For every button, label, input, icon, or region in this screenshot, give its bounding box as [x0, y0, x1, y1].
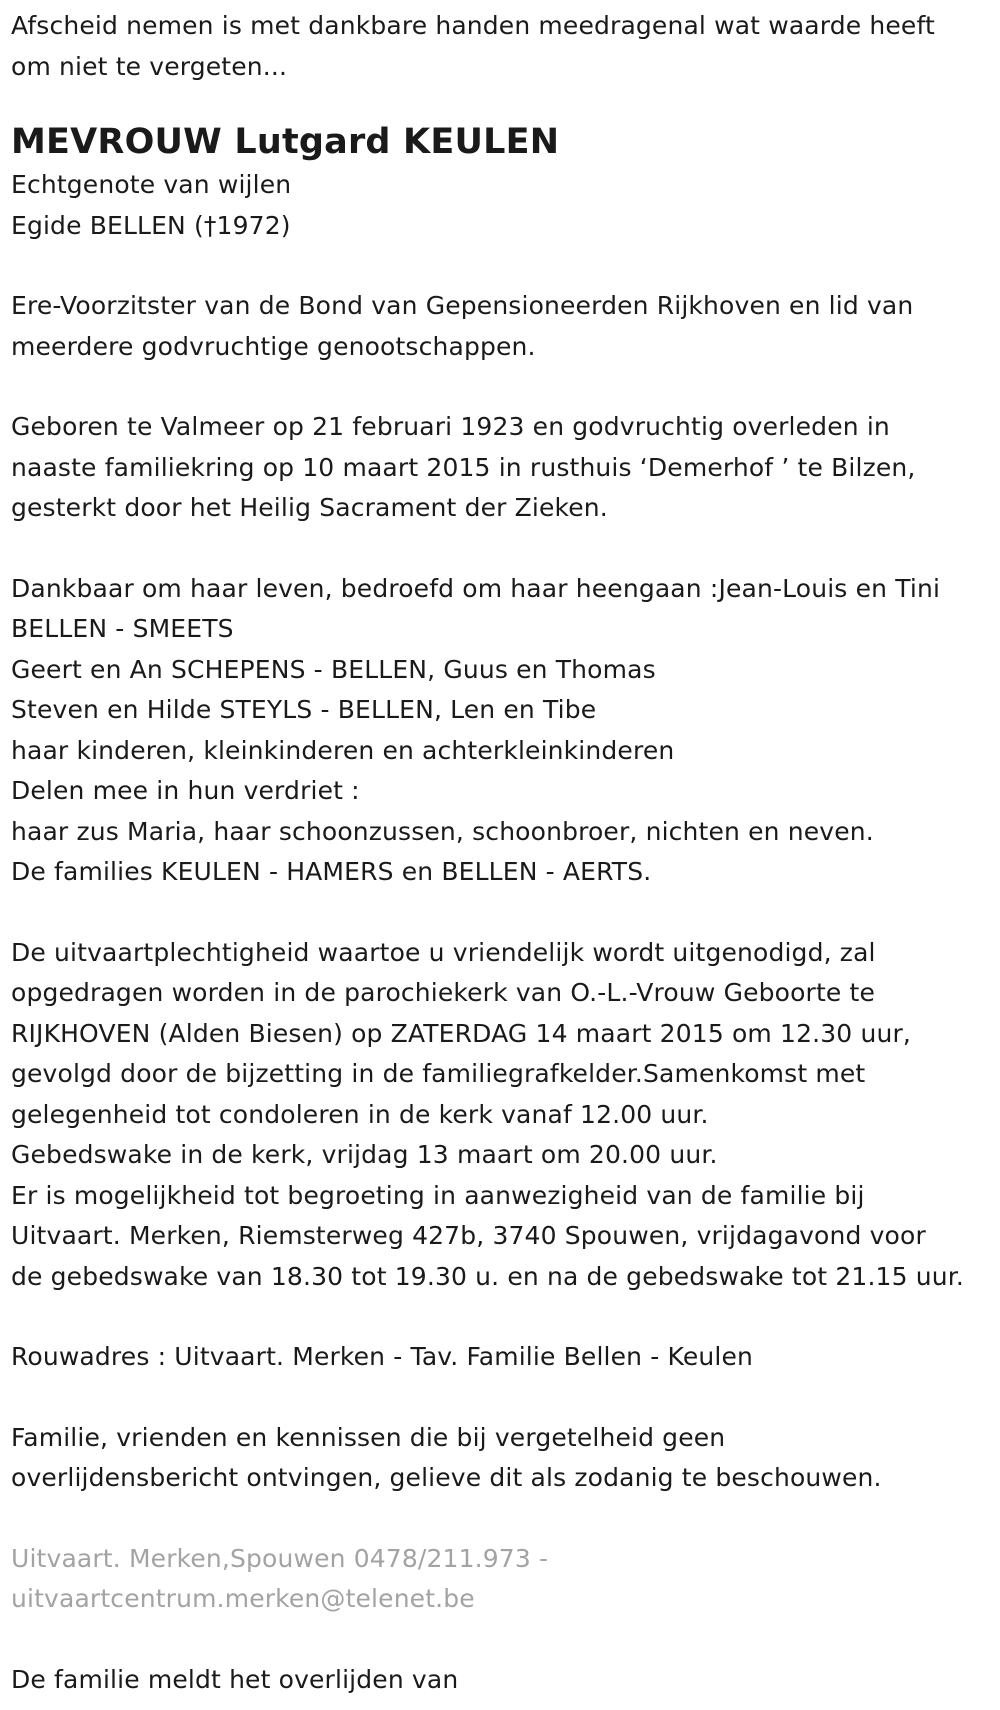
undertaker-email: uitvaartcentrum.merken@telenet.be	[11, 1584, 475, 1613]
closing-text	[11, 1660, 1000, 1701]
funeral-details	[11, 933, 1000, 1298]
undertaker-contact	[11, 1539, 1000, 1620]
deceased-name: MEVROUW Lutgard KEULEN	[11, 122, 560, 162]
birth-death-line-1: Geboren te Valmeer op 21 februari 1923 en godvruchtig overleden in	[11, 412, 890, 441]
opening-line-2: om niet te vergeten...	[11, 51, 288, 81]
mourning-address-line: Rouwadres : Uitvaart. Merken - Tav. Familie Bellen - Keulen	[11, 1342, 753, 1371]
family-list	[11, 569, 1000, 893]
family-line-8: De families KEULEN - HAMERS en BELLEN - AERTS.	[11, 857, 652, 886]
notice-line-2: overlijdensbericht ontvingen, gelieve dit als zodanig te beschouwen.	[11, 1463, 882, 1492]
opening-line-1: Afscheid nemen is met dankbare handen meedragenal wat waarde heeft	[11, 11, 935, 40]
notice-line-1: Familie, vrienden en kennissen die bij vergetelheid geen	[11, 1422, 726, 1452]
funeral-line-6: Gebedswake in de kerk, vrijdag 13 maart om 20.00 uur.	[11, 1140, 718, 1169]
birth-death-line-3: gesterkt door het Heilig Sacrament der Zieken.	[11, 493, 608, 522]
family-line-2: BELLEN - SMEETS	[11, 614, 234, 643]
funeral-line-7: Er is mogelijkheid tot begroeting in aanwezigheid van de familie bij	[11, 1180, 865, 1210]
spouse-line-2: Egide BELLEN (†1972)	[11, 210, 291, 240]
undertaker-line-1: Uitvaart. Merken,Spouwen 0478/211.973 -	[11, 1543, 549, 1573]
notice-text	[11, 1418, 1000, 1499]
honors-line-2: meerdere godvruchtige genootschappen.	[11, 331, 536, 361]
funeral-line-4: gevolgd door de bijzetting in de familiegrafkelder.Samenkomst met	[11, 1059, 866, 1088]
family-line-6: Delen mee in hun verdriet :	[11, 776, 360, 805]
family-line-4: Steven en Hilde STEYLS - BELLEN, Len en Tibe	[11, 695, 597, 724]
family-line-5: haar kinderen, kleinkinderen en achterkleinkinderen	[11, 735, 675, 765]
funeral-line-3: RIJKHOVEN (Alden Biesen) op ZATERDAG 14 maart 2015 om 12.30 uur,	[11, 1018, 911, 1048]
birth-death-info	[11, 407, 1000, 529]
honors-line-1: Ere-Voorzitster van de Bond van Gepensioneerden Rijkhoven en lid van	[11, 291, 914, 320]
closing-line: De familie meldt het overlijden van	[11, 1664, 459, 1694]
funeral-line-8: Uitvaart. Merken, Riemsterweg 427b, 3740 Spouwen, vrijdagavond voor	[11, 1221, 926, 1250]
spouse-line-1: Echtgenote van wijlen	[11, 170, 292, 199]
family-line-1: Dankbaar om haar leven, bedroefd om haar heengaan :Jean-Louis en Tini	[11, 573, 941, 603]
honors-info	[11, 286, 1000, 367]
funeral-line-5: gelegenheid tot condoleren in de kerk vanaf 12.00 uur.	[11, 1099, 709, 1129]
mourning-address	[11, 1337, 1000, 1378]
family-line-3: Geert en An SCHEPENS - BELLEN, Guus en Thomas	[11, 654, 656, 684]
funeral-line-2: opgedragen worden in de parochiekerk van O.-L.-Vrouw Geboorte te	[11, 978, 876, 1007]
spouse-info	[11, 165, 1000, 246]
funeral-line-9: de gebedswake van 18.30 tot 19.30 u. en na de gebedswake tot 21.15 uur.	[11, 1261, 964, 1291]
opening-quote	[11, 6, 1000, 87]
funeral-line-1: De uitvaartplechtigheid waartoe u vriendelijk wordt uitgenodigd, zal	[11, 937, 876, 967]
family-line-7: haar zus Maria, haar schoonzussen, schoonbroer, nichten en neven.	[11, 816, 874, 846]
birth-death-line-2: naaste familiekring op 10 maart 2015 in rusthuis ‘Demerhof ’ te Bilzen,	[11, 452, 916, 482]
